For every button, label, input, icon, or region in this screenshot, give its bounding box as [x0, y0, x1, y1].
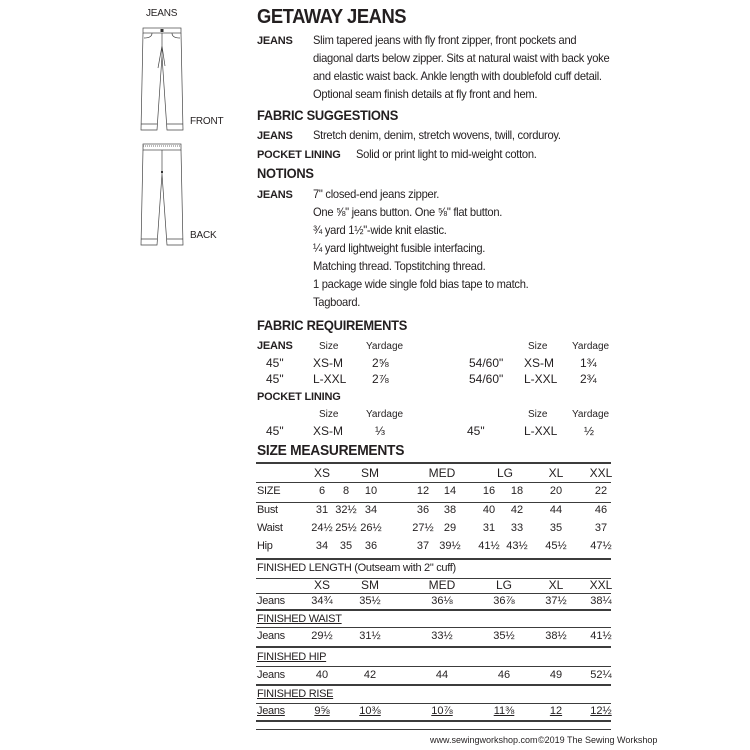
- yardage-header: Yardage: [366, 409, 404, 420]
- size-header: Size: [319, 341, 339, 352]
- size-group-header: XS: [313, 578, 331, 592]
- table-cell: 24½: [311, 522, 333, 534]
- req-size: L-XXL: [524, 424, 558, 438]
- table-cell: 35½: [359, 595, 381, 607]
- table-cell: 45½: [545, 540, 567, 552]
- table-cell: 44: [549, 504, 563, 516]
- table-cell: 52¼: [590, 669, 612, 681]
- notion-item: ¾ yard 1½"-wide knit elastic.: [313, 223, 447, 237]
- size-group-header: XXL: [589, 578, 613, 592]
- table-cell: 47½: [590, 540, 612, 552]
- size-group-header: SM: [361, 578, 379, 592]
- divider: [256, 646, 611, 648]
- req-size: XS-M: [313, 356, 343, 370]
- row-label: Jeans: [257, 630, 285, 642]
- table-cell: 11⅜: [493, 705, 515, 717]
- jeans-front-illustration: [138, 26, 188, 136]
- table-cell: 34: [315, 540, 329, 552]
- table-cell: 29: [443, 522, 457, 534]
- table-cell: 25½: [335, 522, 357, 534]
- table-cell: 32½: [335, 504, 357, 516]
- table-cell: 31½: [359, 630, 381, 642]
- divider: [256, 684, 611, 686]
- divider: [256, 703, 611, 704]
- fabric-suggestion-text: Stretch denim, denim, stretch wovens, twill, corduroy.: [313, 128, 561, 142]
- finished-hip-heading: FINISHED HIP: [257, 651, 327, 663]
- table-cell: 10⅜: [359, 705, 381, 717]
- table-cell: 41½: [590, 630, 612, 642]
- figure-heading: JEANS: [146, 8, 178, 19]
- row-label: Bust: [257, 504, 278, 516]
- table-cell: 34: [364, 504, 378, 516]
- table-cell: 35: [339, 540, 353, 552]
- table-cell: 31: [315, 504, 329, 516]
- table-cell: 36⅛: [431, 595, 453, 607]
- table-cell: 6: [318, 485, 326, 497]
- table-cell: 20: [549, 485, 563, 497]
- table-cell: 12: [549, 705, 563, 717]
- table-cell: 8: [342, 485, 350, 497]
- table-cell: 40: [482, 504, 496, 516]
- divider: [256, 462, 611, 464]
- req-size: XS-M: [524, 356, 554, 370]
- fabric-suggestion-text: Solid or print light to mid-weight cotton.: [356, 147, 537, 161]
- notions-heading: NOTIONS: [257, 165, 314, 181]
- table-cell: 10⅞: [431, 705, 453, 717]
- table-cell: 9⅝: [314, 705, 330, 717]
- table-cell: 18: [510, 485, 524, 497]
- row-label: Jeans: [257, 595, 285, 607]
- notions-label: JEANS: [257, 189, 293, 201]
- req-yardage: 2¾: [580, 372, 597, 386]
- fabric-suggestions-heading: FABRIC SUGGESTIONS: [257, 107, 399, 123]
- description-line: and elastic waist back. Ankle length with doublefold cuff detail.: [313, 69, 602, 83]
- jeans-back-illustration: [138, 142, 188, 250]
- description-label: JEANS: [257, 35, 293, 47]
- notion-item: One ⅝" jeans button. One ⅝" flat button.: [313, 205, 503, 219]
- table-cell: 33: [510, 522, 524, 534]
- divider: [256, 482, 611, 483]
- table-cell: 35: [549, 522, 563, 534]
- req-yardage: ½: [584, 424, 595, 438]
- notion-item: Tagboard.: [313, 295, 361, 309]
- table-cell: 41½: [478, 540, 500, 552]
- table-cell: 26½: [360, 522, 382, 534]
- req-width: 45": [266, 372, 284, 386]
- notion-item: Matching thread. Topstitching thread.: [313, 259, 486, 273]
- size-group-header: MED: [428, 466, 456, 480]
- table-cell: 37: [594, 522, 608, 534]
- yardage-header: Yardage: [572, 341, 610, 352]
- size-group-header: MED: [428, 578, 456, 592]
- table-cell: 40: [315, 669, 329, 681]
- row-label: Waist: [257, 522, 283, 534]
- table-cell: 37: [416, 540, 430, 552]
- req-size: L-XXL: [524, 372, 558, 386]
- yardage-header: Yardage: [572, 409, 610, 420]
- table-cell: 27½: [412, 522, 434, 534]
- divider: [256, 609, 611, 611]
- size-group-header: XL: [548, 578, 564, 592]
- table-cell: 14: [443, 485, 457, 497]
- website-link[interactable]: www.sewingworkshop.com: [430, 735, 538, 745]
- table-cell: 44: [435, 669, 449, 681]
- table-cell: 43½: [506, 540, 528, 552]
- divider: [256, 666, 611, 667]
- table-cell: 38½: [545, 630, 567, 642]
- notion-item: 1 package wide single fold bias tape to match.: [313, 277, 529, 291]
- pocket-lining-requirements-label: POCKET LINING: [257, 391, 341, 403]
- table-cell: 12: [416, 485, 430, 497]
- table-cell: 39½: [439, 540, 461, 552]
- table-cell: 33½: [431, 630, 453, 642]
- row-label: Hip: [257, 540, 273, 552]
- finished-rise-heading: FINISHED RISE: [257, 688, 334, 700]
- size-group-header: XS: [313, 466, 331, 480]
- description-line: diagonal darts below zipper. Sits at natural waist with back yoke: [313, 51, 610, 65]
- table-cell: 12½: [590, 705, 612, 717]
- size-group-header: XL: [548, 466, 564, 480]
- req-yardage: 1¾: [580, 356, 597, 370]
- table-cell: 35½: [493, 630, 515, 642]
- table-cell: 31: [482, 522, 496, 534]
- yardage-header: Yardage: [366, 341, 404, 352]
- table-cell: 42: [363, 669, 377, 681]
- table-cell: 36: [416, 504, 430, 516]
- description-line: Slim tapered jeans with fly front zipper, front pockets and: [313, 33, 577, 47]
- notion-item: ¼ yard lightweight fusible interfacing.: [313, 241, 486, 255]
- divider: [256, 502, 611, 503]
- table-cell: 36⅞: [493, 595, 515, 607]
- back-label: BACK: [190, 230, 217, 241]
- divider: [256, 627, 611, 628]
- req-width: 54/60": [469, 372, 504, 386]
- req-size: XS-M: [313, 424, 343, 438]
- fabric-requirements-heading: FABRIC REQUIREMENTS: [257, 317, 408, 333]
- table-cell: 37½: [545, 595, 567, 607]
- row-label: SIZE: [257, 485, 281, 497]
- divider: [256, 558, 611, 560]
- fabric-suggestion-label: JEANS: [257, 130, 293, 142]
- table-cell: 42: [510, 504, 524, 516]
- size-measurements-heading: SIZE MEASUREMENTS: [257, 442, 405, 459]
- size-group-header: LG: [495, 578, 513, 592]
- size-header: Size: [528, 341, 548, 352]
- table-cell: 29½: [311, 630, 333, 642]
- req-width: 45": [266, 424, 284, 438]
- fabric-suggestion-label: POCKET LINING: [257, 149, 341, 161]
- table-cell: 38: [443, 504, 457, 516]
- req-size: L-XXL: [313, 372, 347, 386]
- req-yardage: 2⅞: [372, 372, 389, 386]
- finished-length-heading: FINISHED LENGTH (Outseam with 2" cuff): [257, 562, 456, 574]
- req-width: 45": [266, 356, 284, 370]
- divider: [256, 593, 611, 594]
- description-line: Optional seam finish details at fly front and hem.: [313, 87, 538, 101]
- table-cell: 46: [497, 669, 511, 681]
- finished-waist-heading: FINISHED WAIST: [257, 613, 342, 625]
- page-title: GETAWAY JEANS: [257, 6, 407, 28]
- copyright: ©2019 The Sewing Workshop: [538, 735, 658, 745]
- table-cell: 49: [549, 669, 563, 681]
- req-width: 54/60": [469, 356, 504, 370]
- table-cell: 22: [594, 485, 608, 497]
- req-yardage: 2⅝: [372, 356, 389, 370]
- divider: [256, 729, 611, 730]
- jeans-requirements-label: JEANS: [257, 340, 293, 352]
- table-cell: 10: [364, 485, 378, 497]
- notion-item: 7" closed-end jeans zipper.: [313, 187, 440, 201]
- table-cell: 34¾: [311, 595, 333, 607]
- size-group-header: SM: [361, 466, 379, 480]
- table-cell: 16: [482, 485, 496, 497]
- req-yardage: ⅓: [375, 424, 386, 438]
- req-width: 45": [467, 424, 485, 438]
- size-group-header: XXL: [589, 466, 613, 480]
- table-cell: 38¼: [590, 595, 612, 607]
- table-cell: 46: [594, 504, 608, 516]
- table-cell: 36: [364, 540, 378, 552]
- size-header: Size: [528, 409, 548, 420]
- front-label: FRONT: [190, 116, 224, 127]
- notions-list: [313, 185, 545, 311]
- size-group-header: LG: [496, 466, 514, 480]
- description: [313, 31, 632, 103]
- divider: [256, 720, 611, 722]
- row-label: Jeans: [257, 669, 285, 681]
- size-header: Size: [319, 409, 339, 420]
- row-label: Jeans: [257, 705, 285, 717]
